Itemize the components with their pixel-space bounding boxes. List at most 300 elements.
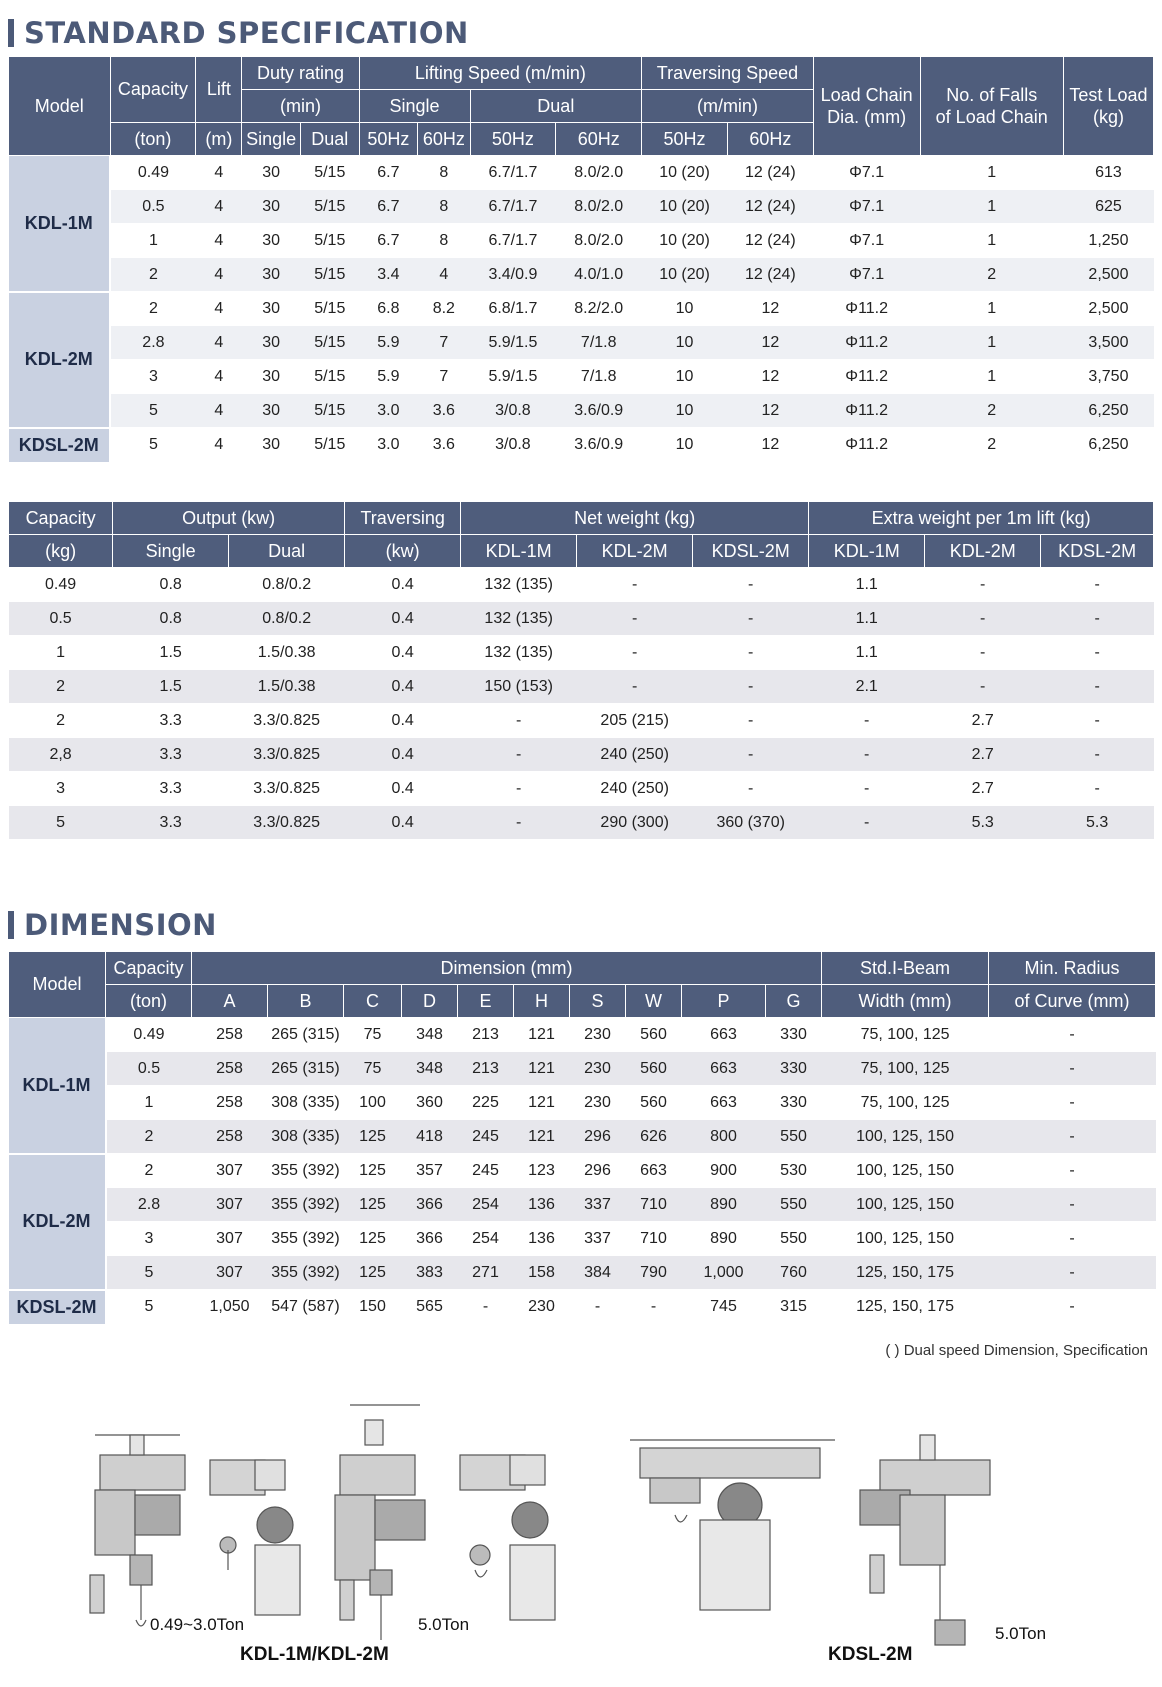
col-extra-weight: Extra weight per 1m lift (kg) — [809, 502, 1154, 535]
table-cell: 265 (315) — [268, 1052, 344, 1086]
table-cell: - — [809, 738, 925, 772]
table-cell: 2.7 — [925, 772, 1041, 806]
table-cell: 132 (135) — [461, 636, 577, 670]
table-cell: 2.8 — [110, 326, 196, 360]
table-cell: Φ11.2 — [813, 428, 920, 463]
table-cell: 4 — [196, 428, 242, 463]
dim-letter-g: G — [766, 985, 822, 1018]
table-cell: 900 — [682, 1154, 766, 1188]
table-cell: 2 — [920, 258, 1063, 292]
table-cell: 245 — [458, 1120, 514, 1154]
table-cell: 6,250 — [1063, 394, 1153, 428]
traversing-kw-unit: (kw) — [345, 535, 461, 568]
col-model: Model — [9, 57, 111, 156]
table-cell: 4 — [196, 258, 242, 292]
table-cell: 213 — [458, 1018, 514, 1052]
table-cell: 1 — [920, 190, 1063, 224]
table-cell: 2 — [110, 292, 196, 326]
table-cell: 125 — [344, 1222, 402, 1256]
output-row — [9, 602, 1154, 636]
output-row — [9, 772, 1154, 806]
table-cell: 1 — [920, 156, 1063, 190]
net-kdl1m: KDL-1M — [461, 535, 577, 568]
table-cell: 3.6/0.9 — [556, 428, 642, 463]
table-cell: 6.7 — [359, 156, 418, 190]
table-cell: 1 — [110, 224, 196, 258]
table-cell: 307 — [192, 1188, 268, 1222]
table-cell: 5/15 — [300, 190, 359, 224]
table-cell: 6.8 — [359, 292, 418, 326]
table-cell: 308 (335) — [268, 1120, 344, 1154]
spec-row — [9, 326, 1154, 360]
table-cell: - — [989, 1120, 1156, 1154]
output-weight-table — [8, 501, 1154, 840]
spec-row — [9, 224, 1154, 258]
table-cell: 560 — [626, 1052, 682, 1086]
table-cell: 10 (20) — [642, 190, 728, 224]
table-cell: - — [577, 602, 693, 636]
table-cell: 6.7 — [359, 224, 418, 258]
caption-kdsl-model: KDSL-2M — [828, 1644, 913, 1665]
table-cell: 125, 150, 175 — [822, 1256, 989, 1290]
dimension-table — [8, 951, 1156, 1326]
dim-capacity-unit: (ton) — [106, 985, 192, 1018]
table-cell: 760 — [766, 1256, 822, 1290]
dim-col-dimension: Dimension (mm) — [192, 952, 822, 985]
table-cell: 3.4 — [359, 258, 418, 292]
title-bar-marker — [8, 19, 14, 47]
table-cell: 75, 100, 125 — [822, 1052, 989, 1086]
table-cell: - — [925, 670, 1041, 704]
table-cell: 0.49 — [9, 568, 113, 602]
table-cell: 1 — [920, 360, 1063, 394]
model-cell: KDSL-2M — [9, 428, 111, 463]
net-kdl2m: KDL-2M — [577, 535, 693, 568]
dim-letter-h: H — [514, 985, 570, 1018]
dim-letter-a: A — [192, 985, 268, 1018]
col-test-load — [1063, 57, 1153, 156]
table-cell: 10 — [642, 326, 728, 360]
table-cell: 625 — [1063, 190, 1153, 224]
table-cell: - — [989, 1018, 1156, 1052]
table-cell: 418 — [402, 1120, 458, 1154]
table-cell: 230 — [570, 1018, 626, 1052]
table-cell: 5/15 — [300, 258, 359, 292]
table-cell: 12 — [727, 428, 813, 463]
table-cell: 2,500 — [1063, 258, 1153, 292]
trav-60hz: 60Hz — [727, 123, 813, 156]
table-cell: 258 — [192, 1120, 268, 1154]
table-cell: 10 (20) — [642, 156, 728, 190]
table-cell: 100, 125, 150 — [822, 1154, 989, 1188]
table-cell: 710 — [626, 1222, 682, 1256]
table-cell: 5 — [106, 1290, 192, 1325]
dim-letter-s: S — [570, 985, 626, 1018]
table-cell: 5.9 — [359, 360, 418, 394]
hoist-drawing-kdsl-side — [860, 1435, 990, 1645]
dimension-row — [9, 1120, 1156, 1154]
table-cell: 230 — [514, 1290, 570, 1325]
table-cell: 357 — [402, 1154, 458, 1188]
spec-row — [9, 394, 1154, 428]
table-cell: 613 — [1063, 156, 1153, 190]
table-cell: 4 — [196, 360, 242, 394]
table-cell: 1.1 — [809, 568, 925, 602]
table-cell: 240 (250) — [577, 738, 693, 772]
table-cell: 271 — [458, 1256, 514, 1290]
spec-table-body — [9, 156, 1154, 463]
table-cell: 6.8/1.7 — [470, 292, 556, 326]
table-cell: - — [461, 704, 577, 738]
dimension-row — [9, 1052, 1156, 1086]
table-cell: 0.49 — [110, 156, 196, 190]
table-cell: 550 — [766, 1222, 822, 1256]
table-cell: - — [989, 1188, 1156, 1222]
table-cell: 330 — [766, 1018, 822, 1052]
table-cell: - — [989, 1256, 1156, 1290]
table-cell: 12 — [727, 360, 813, 394]
table-cell: 2 — [106, 1120, 192, 1154]
table-cell: 125 — [344, 1188, 402, 1222]
table-cell: 3.3 — [113, 806, 229, 840]
table-cell: - — [1041, 738, 1154, 772]
col-capacity-kg: Capacity — [9, 502, 113, 535]
single-50hz: 50Hz — [359, 123, 418, 156]
table-cell: 254 — [458, 1188, 514, 1222]
duty-unit: (min) — [242, 90, 359, 123]
col-lifting-speed: Lifting Speed (m/min) — [359, 57, 642, 90]
table-cell: 1.1 — [809, 602, 925, 636]
caption-kdl-models: KDL-1M/KDL-2M — [240, 1644, 389, 1665]
table-cell: 4.0/1.0 — [556, 258, 642, 292]
col-load-chain — [813, 57, 920, 156]
col-output: Output (kw) — [113, 502, 345, 535]
dim-col-capacity: Capacity — [106, 952, 192, 985]
table-cell: 0.4 — [345, 602, 461, 636]
table-cell: 0.8 — [113, 568, 229, 602]
table-cell: 30 — [242, 360, 301, 394]
dim-beam-unit: Width (mm) — [822, 985, 989, 1018]
table-cell: 5.3 — [1041, 806, 1154, 840]
col-falls — [920, 57, 1063, 156]
table-cell: 7 — [418, 326, 470, 360]
table-cell: - — [570, 1290, 626, 1325]
table-cell: - — [693, 704, 809, 738]
standard-spec-table — [8, 56, 1154, 464]
table-cell: Φ7.1 — [813, 258, 920, 292]
table-cell: 307 — [192, 1154, 268, 1188]
table-cell: 3.6/0.9 — [556, 394, 642, 428]
table-cell: 2 — [920, 394, 1063, 428]
table-cell: 100, 125, 150 — [822, 1222, 989, 1256]
table-cell: 3.3/0.825 — [229, 738, 345, 772]
table-cell: 1.5/0.38 — [229, 670, 345, 704]
table-cell: Φ11.2 — [813, 292, 920, 326]
capacity-kg-unit: (kg) — [9, 535, 113, 568]
caption-kdsl-capacity: 5.0Ton — [995, 1624, 1047, 1643]
table-cell: 12 — [727, 292, 813, 326]
table-cell: 1 — [920, 224, 1063, 258]
table-cell: - — [809, 806, 925, 840]
table-cell: 383 — [402, 1256, 458, 1290]
table-cell: 10 (20) — [642, 224, 728, 258]
table-cell: 565 — [402, 1290, 458, 1325]
table-cell: 30 — [242, 292, 301, 326]
table-cell: 7/1.8 — [556, 326, 642, 360]
table-cell: 360 (370) — [693, 806, 809, 840]
dimension-row — [9, 1290, 1156, 1325]
caption-large-capacity: 5.0Ton — [418, 1615, 470, 1634]
table-cell: - — [461, 738, 577, 772]
table-cell: 2 — [9, 670, 113, 704]
table-cell: 213 — [458, 1052, 514, 1086]
table-cell: 12 (24) — [727, 156, 813, 190]
model-cell: KDL-2M — [9, 292, 111, 428]
table-cell: 8 — [418, 156, 470, 190]
table-cell: 30 — [242, 394, 301, 428]
col-traversing-speed: Traversing Speed — [642, 57, 814, 90]
spec-row — [9, 190, 1154, 224]
spec-title-text: STANDARD SPECIFICATION — [24, 16, 469, 50]
table-cell: 205 (215) — [577, 704, 693, 738]
hoist-drawing-kdsl-front — [630, 1440, 835, 1610]
table-cell: 663 — [626, 1154, 682, 1188]
table-cell: - — [989, 1290, 1156, 1325]
table-cell: 0.8/0.2 — [229, 568, 345, 602]
table-cell: - — [989, 1086, 1156, 1120]
table-cell: 121 — [514, 1018, 570, 1052]
table-cell: 8.0/2.0 — [556, 190, 642, 224]
table-cell: 5.9/1.5 — [470, 326, 556, 360]
model-cell: KDL-1M — [9, 1018, 106, 1154]
hoist-diagrams — [0, 1370, 1162, 1682]
lift-unit: (m) — [196, 123, 242, 156]
table-cell: 0.4 — [345, 738, 461, 772]
spec-row — [9, 156, 1154, 190]
hoist-drawing-large-front — [460, 1455, 555, 1620]
table-cell: 254 — [458, 1222, 514, 1256]
table-cell: - — [1041, 704, 1154, 738]
table-cell: 355 (392) — [268, 1188, 344, 1222]
table-cell: 4 — [196, 156, 242, 190]
table-cell: 2.8 — [106, 1188, 192, 1222]
dim-letter-d: D — [402, 985, 458, 1018]
table-cell: 7/1.8 — [556, 360, 642, 394]
table-cell: 136 — [514, 1188, 570, 1222]
dimension-row — [9, 1188, 1156, 1222]
table-cell: 1,250 — [1063, 224, 1153, 258]
table-cell: 8.0/2.0 — [556, 156, 642, 190]
dimension-row — [9, 1154, 1156, 1188]
table-cell: 560 — [626, 1086, 682, 1120]
table-cell: 1.1 — [809, 636, 925, 670]
dimension-row — [9, 1222, 1156, 1256]
table-cell: 125, 150, 175 — [822, 1290, 989, 1325]
table-cell: Φ11.2 — [813, 360, 920, 394]
table-cell: 4 — [196, 326, 242, 360]
hoist-drawing-large-side — [335, 1405, 425, 1640]
output-row — [9, 806, 1154, 840]
table-cell: 0.8/0.2 — [229, 602, 345, 636]
table-cell: 360 — [402, 1086, 458, 1120]
table-cell: 125 — [344, 1154, 402, 1188]
table-cell: 1 — [920, 292, 1063, 326]
dimension-row — [9, 1086, 1156, 1120]
extra-kdl2m: KDL-2M — [925, 535, 1041, 568]
table-cell: 5/15 — [300, 326, 359, 360]
table-cell: 337 — [570, 1188, 626, 1222]
table-cell: 30 — [242, 258, 301, 292]
falls-label: No. of Falls — [946, 84, 1038, 105]
table-cell: 560 — [626, 1018, 682, 1052]
table-cell: 10 — [642, 428, 728, 463]
table-cell: 296 — [570, 1120, 626, 1154]
table-cell: 100, 125, 150 — [822, 1120, 989, 1154]
table-cell: 2 — [920, 428, 1063, 463]
table-cell: 12 (24) — [727, 190, 813, 224]
table-cell: 6.7/1.7 — [470, 190, 556, 224]
table-cell: 0.8 — [113, 602, 229, 636]
table-cell: 3,750 — [1063, 360, 1153, 394]
table-cell: 5/15 — [300, 292, 359, 326]
table-cell: 0.4 — [345, 636, 461, 670]
table-cell: - — [461, 772, 577, 806]
table-cell: 2,8 — [9, 738, 113, 772]
table-cell: 4 — [418, 258, 470, 292]
table-cell: 225 — [458, 1086, 514, 1120]
table-cell: 0.4 — [345, 670, 461, 704]
test-load-label: Test Load — [1069, 84, 1148, 105]
table-cell: 5/15 — [300, 224, 359, 258]
duty-single: Single — [242, 123, 301, 156]
table-cell: 258 — [192, 1086, 268, 1120]
table-cell: 3 — [106, 1222, 192, 1256]
dual-speed-note: ( ) Dual speed Dimension, Specification — [885, 1342, 1148, 1359]
single-60hz: 60Hz — [418, 123, 470, 156]
table-cell: 12 — [727, 394, 813, 428]
table-cell: 10 — [642, 292, 728, 326]
table-cell: 30 — [242, 190, 301, 224]
table-cell: 296 — [570, 1154, 626, 1188]
title-bar-marker — [8, 911, 14, 939]
table-cell: - — [626, 1290, 682, 1325]
table-cell: 1.5 — [113, 670, 229, 704]
table-cell: 307 — [192, 1256, 268, 1290]
test-load-unit: (kg) — [1092, 107, 1124, 127]
dimension-title-text: DIMENSION — [24, 908, 217, 942]
output-row — [9, 636, 1154, 670]
traversing-unit: (m/min) — [642, 90, 814, 123]
table-cell: 10 — [642, 394, 728, 428]
table-cell: 384 — [570, 1256, 626, 1290]
hoist-drawing-small-side — [90, 1435, 185, 1626]
table-cell: - — [989, 1222, 1156, 1256]
table-cell: 3.6 — [418, 394, 470, 428]
table-cell: 158 — [514, 1256, 570, 1290]
extra-kdl1m: KDL-1M — [809, 535, 925, 568]
col-traversing: Traversing — [345, 502, 461, 535]
table-cell: 125 — [344, 1120, 402, 1154]
table-cell: 6,250 — [1063, 428, 1153, 463]
output-row — [9, 670, 1154, 704]
col-lift: Lift — [196, 57, 242, 123]
load-chain-unit: Dia. (mm) — [827, 107, 907, 127]
table-cell: - — [461, 806, 577, 840]
dimension-table-body — [9, 1018, 1156, 1325]
table-cell: 3.6 — [418, 428, 470, 463]
table-cell: 7 — [418, 360, 470, 394]
table-cell: 0.4 — [345, 772, 461, 806]
table-cell: - — [1041, 670, 1154, 704]
table-cell: 3,500 — [1063, 326, 1153, 360]
extra-kdsl2m: KDSL-2M — [1041, 535, 1154, 568]
table-cell: 2.7 — [925, 704, 1041, 738]
table-cell: 150 (153) — [461, 670, 577, 704]
table-cell: 5.9 — [359, 326, 418, 360]
table-cell: 663 — [682, 1086, 766, 1120]
table-cell: 30 — [242, 428, 301, 463]
table-cell: 290 (300) — [577, 806, 693, 840]
table-cell: 3.3 — [113, 772, 229, 806]
table-cell: 12 — [727, 326, 813, 360]
table-cell: 240 (250) — [577, 772, 693, 806]
table-cell: 230 — [570, 1086, 626, 1120]
duty-dual: Dual — [300, 123, 359, 156]
table-cell: - — [989, 1154, 1156, 1188]
table-cell: 30 — [242, 156, 301, 190]
table-cell: 890 — [682, 1188, 766, 1222]
dual-50hz: 50Hz — [470, 123, 556, 156]
table-cell: 3.0 — [359, 428, 418, 463]
caption-small-capacity: 0.49~3.0Ton — [150, 1615, 245, 1634]
net-kdsl2m: KDSL-2M — [693, 535, 809, 568]
table-cell: 5/15 — [300, 156, 359, 190]
table-cell: 8.2 — [418, 292, 470, 326]
output-row — [9, 704, 1154, 738]
table-cell: 3.0 — [359, 394, 418, 428]
output-row — [9, 568, 1154, 602]
output-table-body — [9, 568, 1154, 840]
dimension-row — [9, 1018, 1156, 1052]
table-cell: - — [577, 568, 693, 602]
table-cell: 100 — [344, 1086, 402, 1120]
table-cell: 265 (315) — [268, 1018, 344, 1052]
table-cell: 132 (135) — [461, 602, 577, 636]
table-cell: - — [458, 1290, 514, 1325]
table-cell: 626 — [626, 1120, 682, 1154]
table-cell: 0.4 — [345, 806, 461, 840]
table-cell: 348 — [402, 1018, 458, 1052]
table-cell: 245 — [458, 1154, 514, 1188]
table-cell: 330 — [766, 1086, 822, 1120]
table-cell: - — [693, 772, 809, 806]
col-capacity: Capacity — [110, 57, 196, 123]
table-cell: 5/15 — [300, 428, 359, 463]
output-single: Single — [113, 535, 229, 568]
table-cell: 5 — [110, 394, 196, 428]
table-cell: 308 (335) — [268, 1086, 344, 1120]
table-cell: 258 — [192, 1052, 268, 1086]
table-cell: 0.5 — [9, 602, 113, 636]
table-cell: - — [809, 772, 925, 806]
table-cell: - — [1041, 568, 1154, 602]
table-cell: 230 — [570, 1052, 626, 1086]
table-cell: 0.5 — [110, 190, 196, 224]
table-cell: 121 — [514, 1120, 570, 1154]
table-cell: Φ7.1 — [813, 224, 920, 258]
dimension-section-title — [8, 908, 217, 942]
model-cell: KDL-2M — [9, 1154, 106, 1290]
